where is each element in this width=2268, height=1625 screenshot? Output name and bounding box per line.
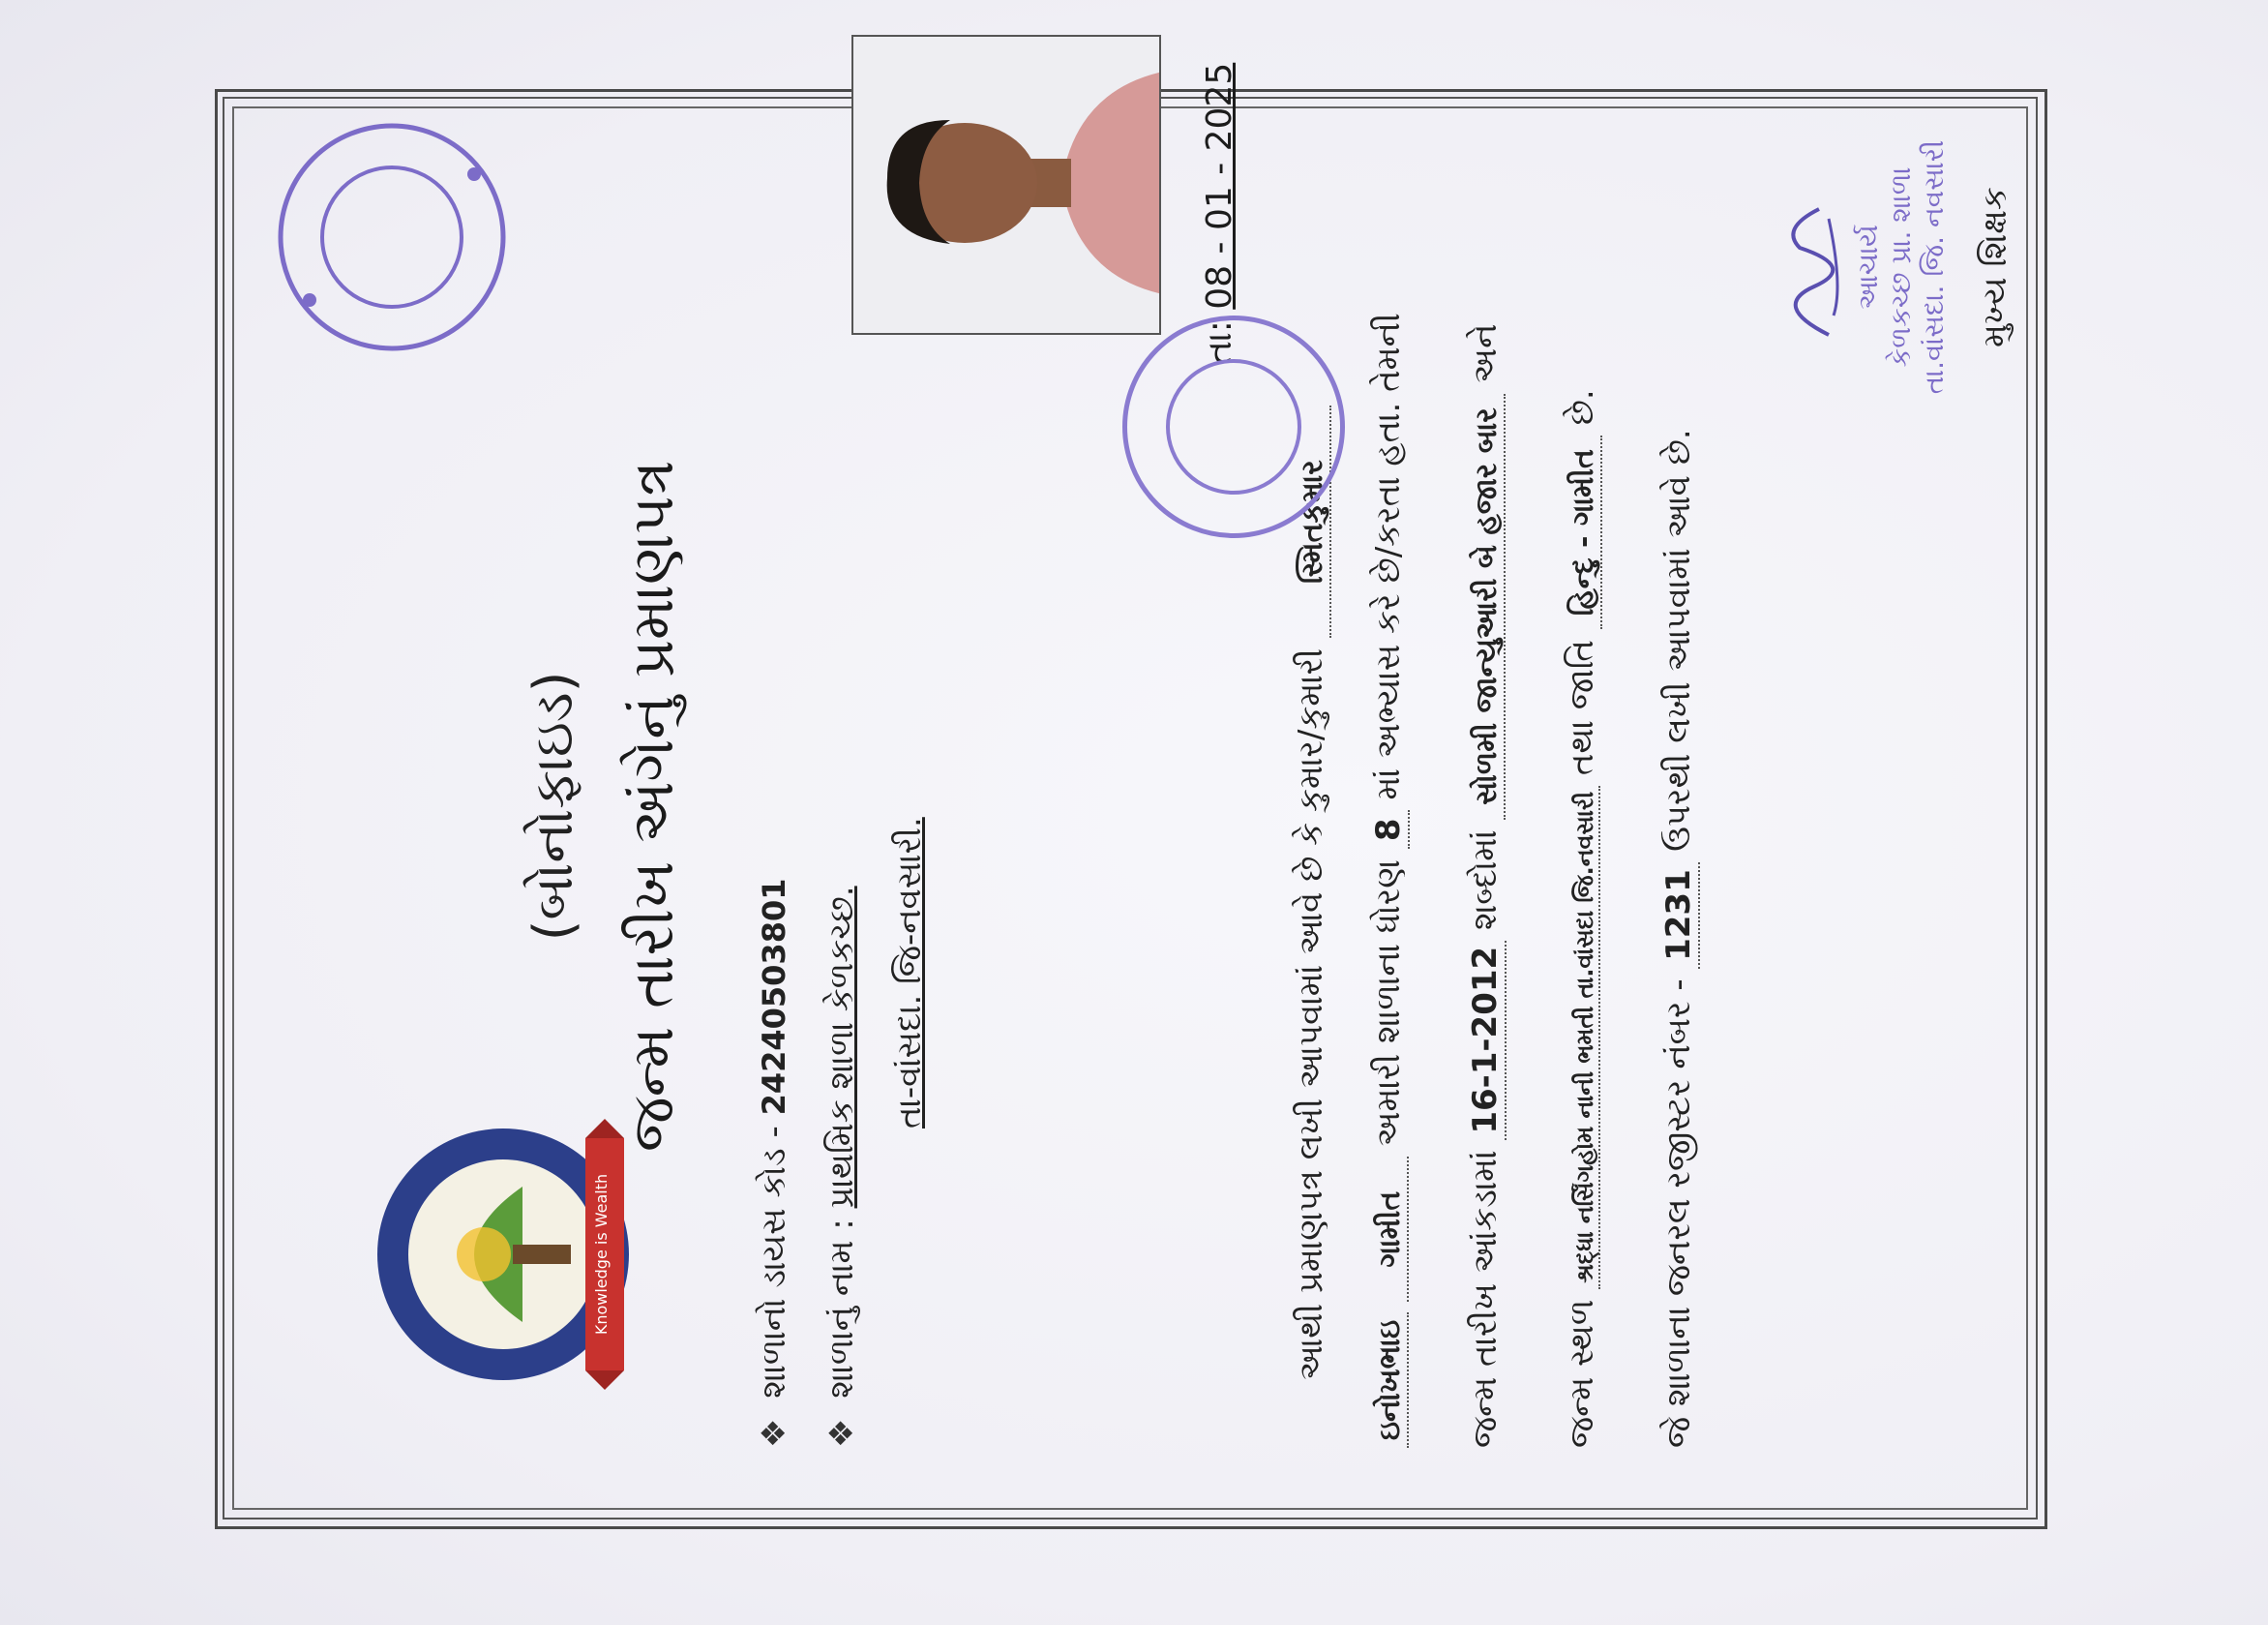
dob-digits-label: જન્મ તારીખ આંકડામાં <box>1466 1150 1505 1448</box>
body-line-1-text: આથી પ્રમાણપત્ર લખી આપવામાં આવે છે કે કુમાર/કુમારી <box>1292 648 1330 1380</box>
student-surname: ગામીત <box>1373 1157 1409 1302</box>
school-logo <box>368 1109 658 1399</box>
student-photo <box>851 35 1161 335</box>
round-stamp-photo-inner <box>1166 359 1301 495</box>
signature-block <box>1761 122 2014 412</box>
signatory-title: મુખ્ય શિક્ષક <box>1976 187 2014 347</box>
date-value: 08 - 01 - 2025 <box>1200 62 1239 310</box>
dob-words: સોળમી જાન્યુઆરી બે હજાર બાર <box>1470 394 1506 820</box>
school-address: તા-વાંસદા. જિ-નવસારી. <box>890 817 929 1128</box>
certificate-title: જન્મ તારીખ અંગેનું પ્રમાણપત્ર <box>619 460 687 1153</box>
body-line-3 <box>1466 324 1507 1448</box>
body-line-1 <box>1292 406 1331 1380</box>
body-line-5 <box>1659 429 1700 1448</box>
dob-digits: 16-1-2012 <box>1466 941 1507 1140</box>
school-name-label: શાળાનું નામ : <box>822 1208 861 1399</box>
body-line-2-text-a: અમારી શાળાના ધોરણ <box>1369 859 1408 1147</box>
birthplace-value: શ્રદ્ધા નર્સિંગહોમ નાની ભમતી તા.વાંસદા જિ.નવસારી <box>1571 786 1600 1289</box>
body-line-4-text-c: છે. <box>1563 389 1601 426</box>
dise-code-value: 24240503801 <box>756 878 792 1116</box>
certificate-content <box>232 62 2024 1506</box>
body-line-5-text-b: ઉપરથી લખી આપવામાં આવે છે. <box>1659 429 1698 852</box>
body-line-3-text-c: અને <box>1466 323 1505 383</box>
caste-value: હિન્દુ - ગામીત <box>1567 436 1602 629</box>
school-logo-graphic <box>368 1109 658 1399</box>
school-name-line <box>822 886 861 1448</box>
signature-stamp-place: તા.વાંસદા. જિ. નવસારી <box>1918 139 1950 395</box>
standard-value: 8 <box>1369 810 1410 849</box>
register-number: 1231 <box>1659 862 1700 969</box>
birthplace-label: જન્મ સ્થળ <box>1563 1299 1601 1448</box>
logo-ribbon-text: Knowledge is Wealth <box>592 1173 611 1336</box>
student-photo-graphic <box>853 35 1161 333</box>
caste-label: તથા જાતિ <box>1563 640 1601 776</box>
diamond-bullet-icon: ❖ <box>755 1418 793 1448</box>
body-line-2 <box>1369 313 1410 1448</box>
certificate-subtitle: (બોનોફાઇડ) <box>522 671 585 942</box>
diamond-bullet-icon: ❖ <box>822 1418 861 1448</box>
signature-graphic <box>1761 190 1848 345</box>
dise-code-line <box>755 879 793 1449</box>
round-stamp-photo <box>1122 316 1345 538</box>
signature-stamp-school: કેળકચ્છ પ્રા. શાળા <box>1885 166 1917 368</box>
signature-role-handwritten: આચાર્ય <box>1852 225 1884 310</box>
dise-code-label: શાળાનો ડાયસ કોડ - <box>755 1115 793 1399</box>
student-first-name: સ્મિતકુમાર <box>1296 406 1331 638</box>
dob-words-label: શબ્દોમાં <box>1466 829 1505 931</box>
school-name-value: પ્રાથમિક શાળા કેળકચ્છ. <box>822 886 861 1209</box>
register-label: જે શાળાના જનરલ રજીસ્ટર નંબર - <box>1659 978 1698 1448</box>
body-line-2-text-b: માં અભ્યાસ કરે છે/કરતા હતા. તેમની <box>1369 313 1408 800</box>
father-name: ઇનોખભાઇ <box>1373 1312 1409 1448</box>
body-line-4 <box>1563 389 1602 1448</box>
date-label: તા: <box>1200 309 1239 364</box>
